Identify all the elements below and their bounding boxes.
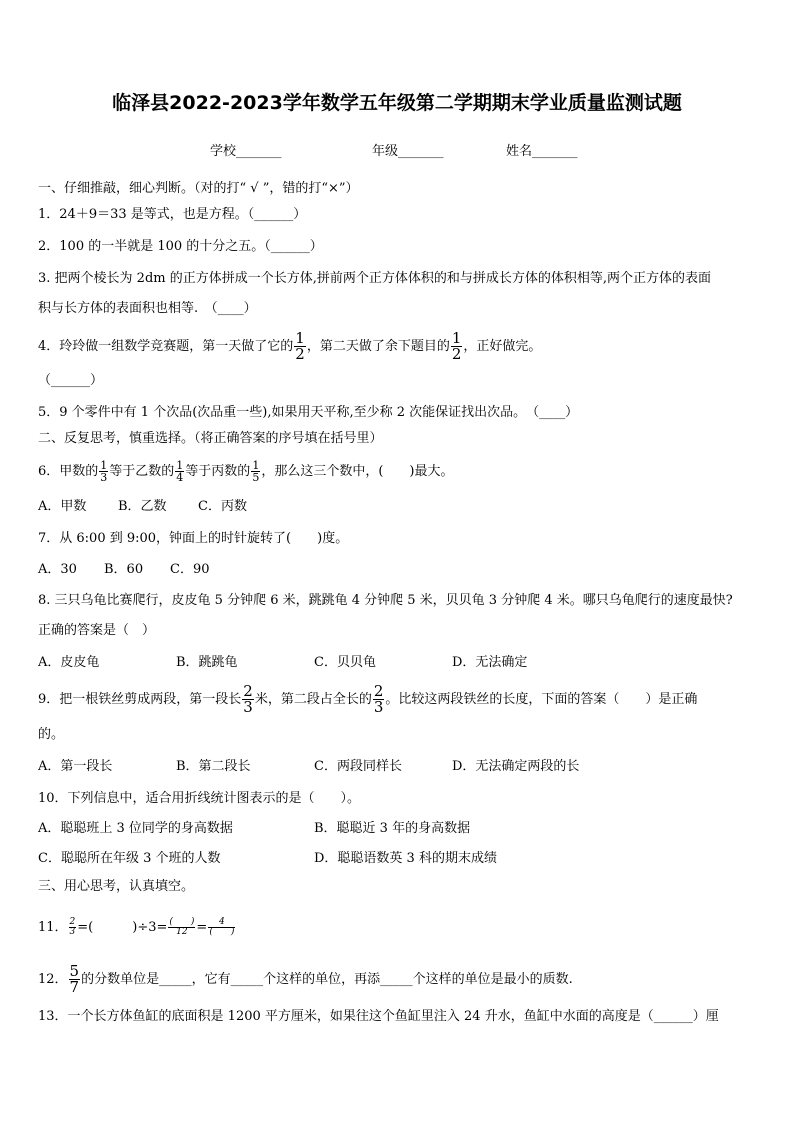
grade-field: 年级_______ — [372, 144, 444, 159]
section-3-heading: 三、用心思考，认真填空。 — [38, 879, 195, 894]
q4-frac2-den: 2 — [451, 345, 462, 363]
q12-frac-num: 5 — [69, 962, 80, 980]
q11-text-c: = — [196, 920, 208, 935]
q10-option-a: A．聪聪班上 3 位同学的身高数据 — [38, 821, 233, 836]
q11-frac3-num: 4 — [208, 918, 235, 928]
question-6 — [38, 456, 453, 488]
q7-option-a: A．30 — [38, 562, 77, 577]
q6-text-c: 等于丙数的 — [185, 464, 251, 479]
q6-fraction-1 — [99, 460, 108, 483]
q6-text-b: 等于乙数的 — [109, 464, 175, 479]
q4-text-b: ，第二天做了余下题目的 — [306, 339, 450, 354]
q6-text-d: ，那么这三个数中，( )最大。 — [261, 464, 454, 479]
question-3-line-2: 积与长方体的表面积也相等. （____） — [38, 301, 257, 316]
question-4 — [38, 330, 541, 364]
question-11 — [38, 912, 236, 944]
q11-frac2-num: ( ) — [169, 917, 195, 927]
q9-frac1-den: 3 — [243, 698, 253, 716]
page-title: 临泽县2022-2023学年数学五年级第二学期期末学业质量监测试题 — [112, 92, 682, 114]
q10-option-c: C．聪聪所在年级 3 个班的人数 — [38, 851, 221, 866]
q12-text: 的分数单位是_____，它有_____个这样的单位，再添_____个这样的单位是最小的质数. — [81, 972, 573, 987]
q11-frac1-den: 3 — [69, 927, 76, 937]
question-10: 10．下列信息中，适合用折线统计图表示的是（ ）。 — [38, 791, 361, 806]
q11-frac3-den: ( ) — [209, 927, 235, 937]
q6-fraction-2 — [175, 460, 184, 483]
q11-fraction-3 — [208, 918, 235, 937]
q8-option-b: B．跳跳龟 — [176, 655, 238, 670]
school-field: 学校_______ — [210, 144, 282, 159]
q6-frac1-den: 3 — [100, 471, 108, 484]
q11-number: 11． — [38, 920, 68, 935]
question-9-line-2: 的。 — [38, 727, 65, 742]
q6-frac3-den: 5 — [252, 471, 260, 484]
q10-option-d: D．聪聪语数英 3 科的期末成绩 — [314, 851, 497, 866]
q7-option-c: C．90 — [170, 562, 210, 577]
q8-option-d: D．无法确定 — [452, 655, 528, 670]
q9-frac1-num: 2 — [243, 682, 253, 700]
q6-frac1-num: 1 — [100, 459, 108, 472]
question-4-blank: （______） — [38, 373, 104, 388]
section-1-heading: 一、仔细推敲，细心判断。（对的打“ √ ”，错的打“×”） — [38, 181, 359, 196]
q11-frac1-num: 2 — [69, 917, 76, 927]
q9-option-c: C．两段同样长 — [314, 759, 402, 774]
question-1: 1．24＋9＝33 是等式，也是方程。（______） — [38, 207, 307, 222]
q12-frac-den: 7 — [69, 978, 80, 996]
q6-frac2-den: 4 — [176, 471, 184, 484]
question-8-line-1: 8. 三只乌龟比赛爬行，皮皮龟 5 分钟爬 6 米，跳跳龟 4 分钟爬 5 米，贝贝龟 3 分钟爬 4 米。哪只乌龟爬行的速度最快? — [38, 593, 733, 608]
q9-text-c: 。比较这两段铁丝的长度，下面的答案（ ）是正确 — [385, 692, 698, 707]
q4-text-a: 4．玲玲做一组数学竞赛题，第一天做了它的 — [38, 339, 294, 354]
q11-text-b: =( )÷3= — [77, 920, 168, 935]
question-2: 2．100 的一半就是 100 的十分之五。（______） — [38, 239, 323, 254]
q6-option-a: A．甲数 — [38, 499, 87, 514]
q9-frac2-num: 2 — [373, 682, 384, 700]
q4-fraction-2 — [451, 331, 463, 362]
question-3-line-1: 3. 把两个棱长为 2dm 的正方体拼成一个长方体,拼前两个正方体体积的和与拼成长方体的体积相等,两个正方体的表面 — [38, 271, 711, 286]
q6-frac2-num: 1 — [176, 459, 184, 472]
q6-frac3-num: 1 — [252, 459, 260, 472]
q4-text-c: ，正好做完。 — [463, 339, 542, 354]
question-5: 5．9 个零件中有 1 个次品(次品重一些),如果用天平称,至少称 2 次能保证找出次品。 （____） — [38, 405, 579, 420]
question-8-line-2: 正确的答案是（ ） — [38, 623, 156, 638]
q9-frac2-den: 3 — [373, 698, 384, 716]
q11-fraction-2 — [168, 918, 195, 937]
q9-text-a: 9．把一根铁丝剪成两段，第一段长 — [38, 692, 242, 707]
q8-option-a: A．皮皮龟 — [38, 655, 100, 670]
q4-frac1-num: 1 — [295, 329, 305, 347]
name-field: 姓名_______ — [506, 144, 578, 159]
q8-option-c: C．贝贝龟 — [314, 655, 376, 670]
q4-frac2-num: 1 — [451, 329, 462, 347]
q9-fraction-2 — [373, 684, 385, 715]
q6-option-b: B．乙数 — [118, 499, 167, 514]
q6-option-c: C．丙数 — [198, 499, 247, 514]
q9-fraction-1 — [242, 684, 254, 715]
q9-option-b: B．第二段长 — [176, 759, 251, 774]
q6-text-a: 6．甲数的 — [38, 464, 99, 479]
q4-fraction-1 — [294, 331, 306, 362]
q6-fraction-3 — [251, 460, 260, 483]
q12-fraction — [69, 964, 81, 995]
section-2-heading: 二、反复思考，慎重选择。（将正确答案的序号填在括号里） — [38, 431, 383, 446]
q9-option-a: A．第一段长 — [38, 759, 113, 774]
question-12 — [38, 962, 573, 998]
q12-number: 12． — [38, 972, 68, 987]
question-7: 7．从 6:00 到 9:00，钟面上的时针旋转了( )度。 — [38, 531, 349, 546]
q10-option-b: B．聪聪近 3 年的身高数据 — [314, 821, 471, 836]
q4-frac1-den: 2 — [295, 345, 305, 363]
question-9 — [38, 682, 697, 718]
q9-text-b: 米，第二段占全长的 — [254, 692, 372, 707]
q9-option-d: D．无法确定两段的长 — [452, 759, 580, 774]
q11-frac2-den: 12 — [176, 927, 188, 937]
question-13: 13．一个长方体鱼缸的底面积是 1200 平方厘米，如果往这个鱼缸里注入 24 升水，鱼缸中水面的高度是（______）厘 — [38, 1009, 719, 1024]
q7-option-b: B．60 — [104, 562, 144, 577]
q11-fraction-1 — [69, 918, 77, 937]
